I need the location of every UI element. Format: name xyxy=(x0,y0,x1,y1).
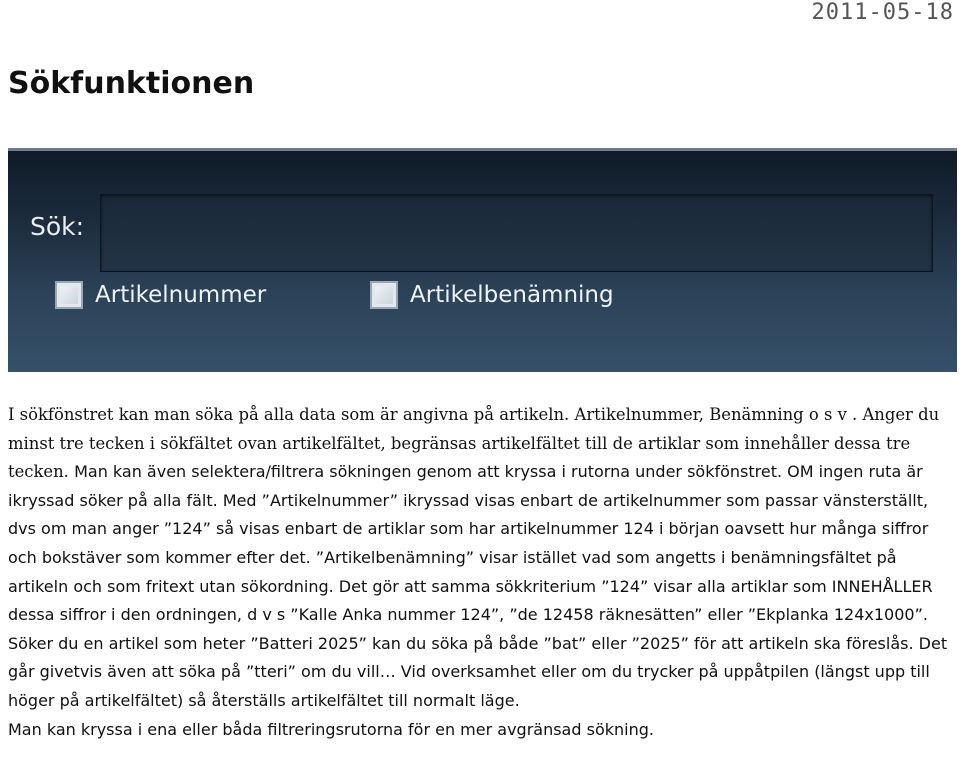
document-date: 2011-05-18 xyxy=(811,0,954,25)
filter-label-artikelnummer: Artikelnummer xyxy=(95,282,267,308)
search-input[interactable] xyxy=(100,194,933,272)
paragraph-2: Man kan kryssa i ena eller båda filtreringsrutorna för en mer avgränsad sökning. xyxy=(8,719,654,739)
filter-artikelnummer[interactable] xyxy=(55,281,266,309)
paragraph-1-body: Man kan även selektera/filtrera sökningen genom att kryssa i rutorna under sökfönstret. OM ingen ruta är ikryssad söker på alla fält. Med ”Artikelnummer” ikryssad visas enbart de artikelnummer som passar vänsterställt, dvs om man anger ”124” så visas enbart de artiklar som har artikelnummer 124 i början oavsett hur många siffror och bokstäver som kommer efter det. ”Artikelbenämning” visar istället vad som angetts i benämningsfältet på artikeln och som fritext utan sökordning. Det gör att samma sökkriterium ”124” visar alla artiklar som INNEHÅLLER dessa siffror i den ordningen, d v s ”Kalle Anka nummer 124”, ”de 12458 räknesätten” eller ”Ekplanka 124x1000”. Söker du en artikel som heter ”Batteri 2025” kan du söka på både ”bat” eller ”2025” för att artikeln ska föreslås. Det går givetvis även att söka på ”tteri” om du vill… Vid overksamhet eller om du trycker på uppåtpilen (längst upp till höger på artikelfältet) så återställs artikelfältet till normalt läge. xyxy=(8,462,948,710)
filter-artikelbenamning[interactable] xyxy=(370,281,614,309)
paragraph-1 xyxy=(8,401,958,716)
filter-label-artikelbenamning: Artikelbenämning xyxy=(410,282,614,308)
body-text xyxy=(8,401,958,744)
artikelbenamning-checkbox[interactable] xyxy=(370,281,398,309)
artikelnummer-checkbox[interactable] xyxy=(55,281,83,309)
search-label: Sök: xyxy=(30,212,85,241)
search-panel-screenshot xyxy=(8,148,957,372)
paragraph-1-intro: I sökfönstret kan man söka på alla data som är angivna på artikeln. Artikelnummer, Benämning o s v . Anger du minst tre tecken i sökfältet ovan artikelfältet, begränsas artikelfältet till de artiklar som innehåller dessa tre tecken. xyxy=(8,405,940,482)
page-title: Sökfunktionen xyxy=(8,66,255,101)
